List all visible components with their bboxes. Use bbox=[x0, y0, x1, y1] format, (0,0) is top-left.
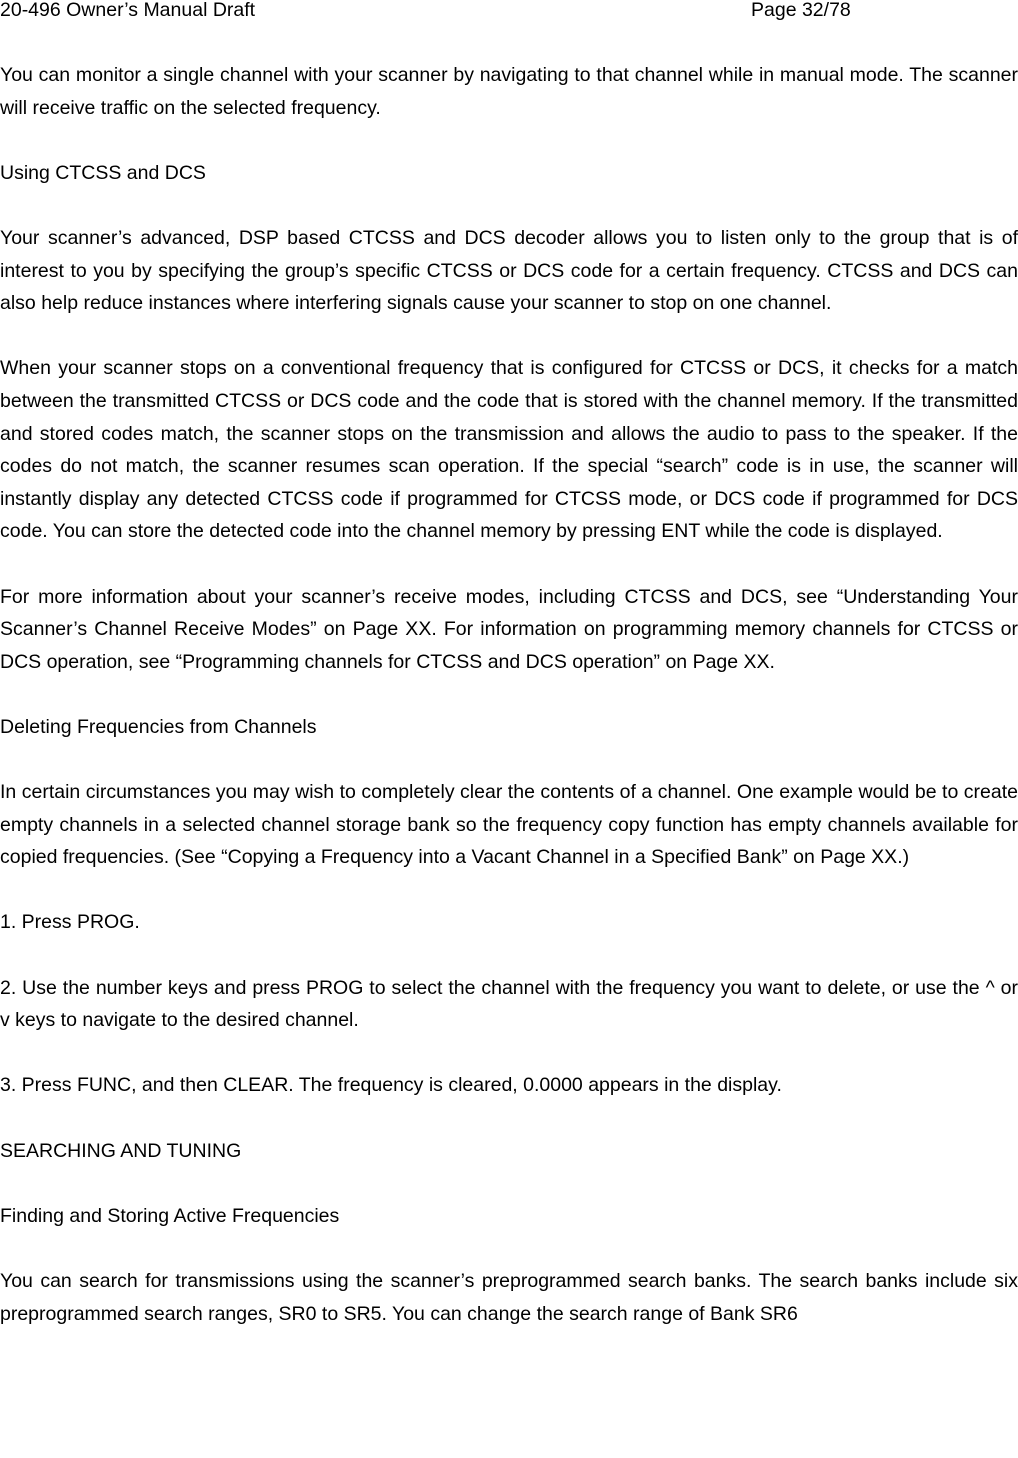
paragraph-ctcss-decoder: Your scanner’s advanced, DSP based CTCSS and DCS decoder allows you to listen only to the group that is of interest to you by specifying the group’s specific CTCSS or DCS code for a certain frequency. CTCSS and DCS can also help reduce instances where interfering signals cause your scanner to stop on one channel. bbox=[0, 226, 1018, 315]
page-body bbox=[0, 59, 1018, 1363]
page-number: Page 32/78 bbox=[751, 0, 851, 21]
heading-deleting-frequencies: Deleting Frequencies from Channels bbox=[0, 715, 317, 738]
heading-finding-storing: Finding and Storing Active Frequencies bbox=[0, 1204, 340, 1227]
paragraph-manual-mode: You can monitor a single channel with your scanner by navigating to that channel while in manual mode. The scanner will receive traffic on the selected frequency. bbox=[0, 64, 1018, 119]
page-header bbox=[0, 0, 1018, 26]
step-2: 2. Use the number keys and press PROG to select the channel with the frequency you want to delete, or use the ^ or v keys to navigate to the desired channel. bbox=[0, 976, 1018, 1032]
paragraph-clear-channel: In certain circumstances you may wish to completely clear the contents of a channel. One example would be to create empty channels in a selected channel storage bank so the frequency copy function has empty channels available for copied frequencies. (See “Copying a Frequency into a Vacant Channel in a Specified Bank” on Page XX.) bbox=[0, 781, 1018, 869]
step-1: 1. Press PROG. bbox=[0, 911, 140, 934]
paragraph-search-banks: You can search for transmissions using the scanner’s preprogrammed search banks. The search banks include six preprogrammed search ranges, SR0 to SR5. You can change the search range of Bank SR6 bbox=[0, 1269, 1018, 1325]
document-title: 20-496 Owner’s Manual Draft bbox=[0, 0, 256, 21]
heading-searching-tuning: SEARCHING AND TUNING bbox=[0, 1139, 242, 1162]
paragraph-more-information: For more information about your scanner’s receive modes, including CTCSS and DCS, see “Understanding Your Scanner’s Channel Receive Modes” on Page XX. For information on programming memory channels for CTCSS or DCS operation, see “Programming channels for CTCSS and DCS operation” on Page XX. bbox=[0, 585, 1018, 673]
step-3: 3. Press FUNC, and then CLEAR. The frequency is cleared, 0.0000 appears in the display. bbox=[0, 1074, 782, 1097]
paragraph-ctcss-matching: When your scanner stops on a conventional frequency that is configured for CTCSS or DCS, it checks for a match between the transmitted CTCSS or DCS code and the code that is stored with the channel memory. If the transmitted and stored codes match, the scanner stops on the transmission and allows the audio to pass to the speaker. If the codes do not match, the scanner resumes scan operation. If the special “search” code is in use, the scanner will instantly display any detected CTCSS code if programmed for CTCSS mode, or DCS code if programmed for DCS code. You can store the detected code into the channel memory by pressing ENT while the code is displayed. bbox=[0, 357, 1018, 543]
heading-ctcss-dcs: Using CTCSS and DCS bbox=[0, 161, 206, 184]
